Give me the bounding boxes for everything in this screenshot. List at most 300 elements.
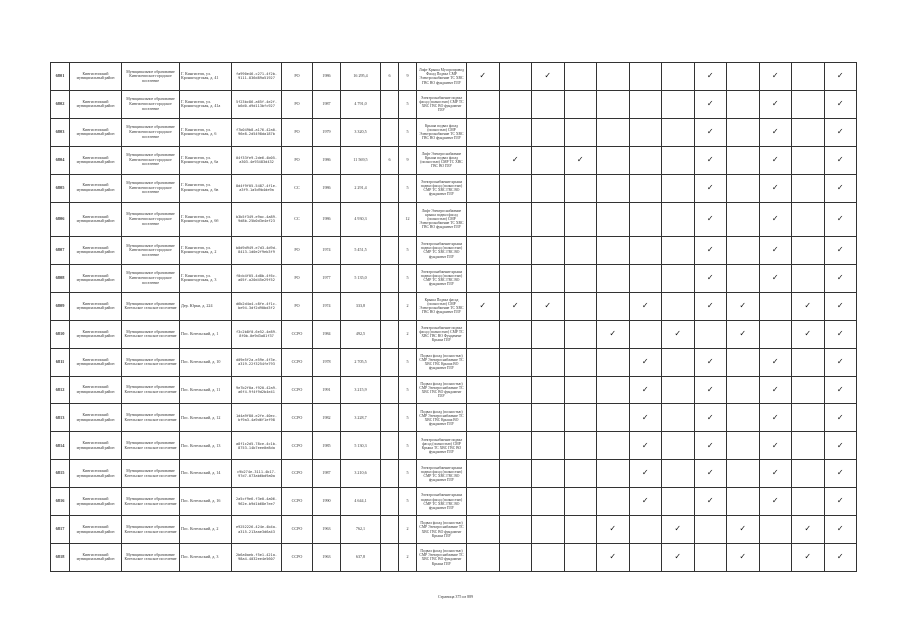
- table-row: [51, 202, 857, 236]
- works-list-cell: Подвал фасад (полностью) СМР Электроснабжение ТС ХВС ГВС ВО фундамент Крыша ПЗУ: [417, 516, 467, 544]
- work-check-cell: [759, 146, 792, 174]
- work-check-cell: [759, 348, 792, 376]
- work-check-cell: [824, 404, 857, 432]
- build-year-cell: 1982: [313, 404, 341, 432]
- check-mark-icon: ✓: [771, 412, 779, 422]
- work-check-cell: [792, 63, 825, 91]
- check-mark-icon: ✓: [641, 412, 649, 422]
- work-check-cell: [694, 376, 727, 404]
- floors-cell: 2: [399, 292, 417, 320]
- floors-cell: 5: [399, 460, 417, 488]
- house-id-cell: 8d4f9f05-5487-4f1e-a3f9-1a5d9b4de9a: [232, 174, 282, 202]
- lift-count-cell: [381, 516, 399, 544]
- check-mark-icon: ✓: [576, 154, 584, 164]
- district-cell: Кингисеппский муниципальный район: [70, 432, 122, 460]
- table-row: [51, 237, 857, 265]
- work-check-cell: [662, 90, 695, 118]
- check-mark-icon: ✓: [771, 182, 779, 192]
- table-row: [51, 376, 857, 404]
- work-check-cell: [662, 460, 695, 488]
- check-mark-icon: ✓: [836, 524, 844, 534]
- table-row: [51, 118, 857, 146]
- work-check-cell: [499, 146, 532, 174]
- work-check-cell: [564, 174, 597, 202]
- area-cell: 3 228,7: [341, 404, 381, 432]
- work-check-cell: [824, 118, 857, 146]
- check-mark-icon: ✓: [771, 384, 779, 394]
- check-mark-icon: ✓: [836, 126, 844, 136]
- work-check-cell: [499, 63, 532, 91]
- check-mark-icon: ✓: [836, 328, 844, 338]
- table-row: [51, 174, 857, 202]
- check-mark-icon: ✓: [836, 300, 844, 310]
- check-mark-icon: ✓: [771, 273, 779, 283]
- work-check-cell: [597, 292, 630, 320]
- work-check-cell: [629, 292, 662, 320]
- work-check-cell: [759, 237, 792, 265]
- work-check-cell: [759, 118, 792, 146]
- works-list-cell: Лифт Электроснабжение крыша подвал фасад (полностью) СМР Электроснабжение ТС ХВС ГВС ВО фундамент ПЗУ: [417, 202, 467, 236]
- work-check-cell: [597, 404, 630, 432]
- address-cell: Пос. Котельский, д. 10: [180, 348, 232, 376]
- check-mark-icon: ✓: [706, 154, 714, 164]
- row-number: 6809: [51, 292, 70, 320]
- work-check-cell: [532, 292, 565, 320]
- table-row: [51, 90, 857, 118]
- floors-cell: 2: [399, 320, 417, 348]
- work-check-cell: [792, 174, 825, 202]
- work-check-cell: [564, 516, 597, 544]
- check-mark-icon: ✓: [706, 71, 714, 81]
- municipality-cell: Муниципальное образование Котельское сельское поселение: [122, 348, 180, 376]
- row-number: 6804: [51, 146, 70, 174]
- wall-type-cell: PO: [282, 90, 313, 118]
- work-check-cell: [564, 404, 597, 432]
- work-check-cell: [792, 90, 825, 118]
- work-check-cell: [564, 320, 597, 348]
- work-check-cell: [759, 404, 792, 432]
- check-mark-icon: ✓: [771, 440, 779, 450]
- work-check-cell: [727, 516, 760, 544]
- work-check-cell: [564, 90, 597, 118]
- work-check-cell: [597, 543, 630, 571]
- work-check-cell: [824, 432, 857, 460]
- house-id-cell: fa990e46-c271-4f2b-9111-836d89a51927: [232, 63, 282, 91]
- work-check-cell: [597, 90, 630, 118]
- works-list-cell: Подвал фасад (полностью) СМР Электроснабжение ТС ХВС ГВС ВО фундамент Крыша ПЗУ: [417, 543, 467, 571]
- row-number: 6817: [51, 516, 70, 544]
- address-cell: Г. Кингисепп, ул. Кронштадтская, д. 6: [180, 118, 232, 146]
- lift-count-cell: [381, 237, 399, 265]
- floors-cell: 5: [399, 488, 417, 516]
- municipality-cell: Муниципальное образование Котельское сельское поселение: [122, 543, 180, 571]
- district-cell: Кингисеппский муниципальный район: [70, 174, 122, 202]
- work-check-cell: [759, 90, 792, 118]
- work-check-cell: [532, 543, 565, 571]
- municipality-cell: Муниципальное образование Котельское сельское поселение: [122, 432, 180, 460]
- work-check-cell: [629, 90, 662, 118]
- floors-cell: 2: [399, 543, 417, 571]
- work-check-cell: [824, 488, 857, 516]
- lift-count-cell: [381, 404, 399, 432]
- wall-type-cell: PO: [282, 146, 313, 174]
- table-row: [51, 264, 857, 292]
- check-mark-icon: ✓: [706, 412, 714, 422]
- work-check-cell: [727, 118, 760, 146]
- lift-count-cell: [381, 90, 399, 118]
- floors-cell: 5: [399, 404, 417, 432]
- address-cell: Г. Кингисепп, ул. Кронштадтская, д. 6а: [180, 146, 232, 174]
- area-cell: 5 451,5: [341, 237, 381, 265]
- check-mark-icon: ✓: [706, 273, 714, 283]
- house-id-cell: 9e7b2f0a-f920-42a9-a6f4-9f4f9d2b4e41: [232, 376, 282, 404]
- work-check-cell: [467, 320, 500, 348]
- check-mark-icon: ✓: [674, 328, 682, 338]
- check-mark-icon: ✓: [706, 99, 714, 109]
- build-year-cell: 1984: [313, 320, 341, 348]
- check-mark-icon: ✓: [706, 356, 714, 366]
- work-check-cell: [499, 460, 532, 488]
- work-check-cell: [662, 174, 695, 202]
- wall-type-cell: СС: [282, 174, 313, 202]
- address-cell: Г. Кингисепп, ул. Кронштадтская, д. 3: [180, 264, 232, 292]
- work-check-cell: [824, 146, 857, 174]
- work-check-cell: [597, 118, 630, 146]
- work-check-cell: [467, 174, 500, 202]
- municipality-cell: Муниципальное образование Кингисеппское городское поселение: [122, 174, 180, 202]
- work-check-cell: [597, 146, 630, 174]
- check-mark-icon: ✓: [641, 468, 649, 478]
- row-number: 6814: [51, 432, 70, 460]
- work-check-cell: [597, 264, 630, 292]
- work-check-cell: [792, 432, 825, 460]
- work-check-cell: [467, 202, 500, 236]
- work-check-cell: [727, 146, 760, 174]
- table-row: [51, 404, 857, 432]
- work-check-cell: [694, 264, 727, 292]
- check-mark-icon: ✓: [609, 524, 617, 534]
- check-mark-icon: ✓: [641, 300, 649, 310]
- work-check-cell: [597, 516, 630, 544]
- work-check-cell: [597, 348, 630, 376]
- work-check-cell: [694, 146, 727, 174]
- build-year-cell: 1986: [313, 174, 341, 202]
- work-check-cell: [564, 63, 597, 91]
- work-check-cell: [662, 320, 695, 348]
- check-mark-icon: ✓: [771, 99, 779, 109]
- work-check-cell: [532, 146, 565, 174]
- work-check-cell: [629, 174, 662, 202]
- area-cell: 3 320,5: [341, 118, 381, 146]
- work-check-cell: [499, 404, 532, 432]
- check-mark-icon: ✓: [836, 440, 844, 450]
- row-number: 6810: [51, 320, 70, 348]
- work-check-cell: [532, 118, 565, 146]
- work-check-cell: [694, 63, 727, 91]
- district-cell: Кингисеппский муниципальный район: [70, 264, 122, 292]
- work-check-cell: [467, 118, 500, 146]
- work-check-cell: [597, 174, 630, 202]
- check-mark-icon: ✓: [479, 300, 487, 310]
- table-row: [51, 516, 857, 544]
- work-check-cell: [759, 516, 792, 544]
- works-list-cell: Лифт Крыша Мусоропровод Фасад Подвал СМР Электроснабжение ТС ХВС ГВС ВО фундамент ПЗУ: [417, 63, 467, 91]
- work-check-cell: [727, 90, 760, 118]
- work-check-cell: [824, 460, 857, 488]
- district-cell: Кингисеппский муниципальный район: [70, 292, 122, 320]
- check-mark-icon: ✓: [836, 496, 844, 506]
- work-check-cell: [792, 516, 825, 544]
- work-check-cell: [727, 348, 760, 376]
- row-number: 6811: [51, 348, 70, 376]
- check-mark-icon: ✓: [836, 99, 844, 109]
- work-check-cell: [759, 202, 792, 236]
- work-check-cell: [727, 292, 760, 320]
- work-check-cell: [759, 292, 792, 320]
- check-mark-icon: ✓: [706, 182, 714, 192]
- work-check-cell: [499, 348, 532, 376]
- build-year-cell: 1991: [313, 376, 341, 404]
- area-cell: 2 705,5: [341, 348, 381, 376]
- municipality-cell: Муниципальное образование Котельское сельское поселение: [122, 376, 180, 404]
- check-mark-icon: ✓: [739, 552, 747, 562]
- build-year-cell: 1987: [313, 460, 341, 488]
- lift-count-cell: [381, 174, 399, 202]
- check-mark-icon: ✓: [641, 496, 649, 506]
- work-check-cell: [662, 432, 695, 460]
- work-check-cell: [759, 376, 792, 404]
- work-check-cell: [727, 63, 760, 91]
- work-check-cell: [824, 264, 857, 292]
- house-id-cell: c9b274e-3111-4b17-97d7-073ab6bd9a0a: [232, 460, 282, 488]
- check-mark-icon: ✓: [836, 552, 844, 562]
- work-check-cell: [824, 237, 857, 265]
- work-check-cell: [467, 292, 500, 320]
- check-mark-icon: ✓: [511, 154, 519, 164]
- work-check-cell: [662, 202, 695, 236]
- work-check-cell: [792, 348, 825, 376]
- work-check-cell: [629, 264, 662, 292]
- floors-cell: 5: [399, 237, 417, 265]
- check-mark-icon: ✓: [836, 468, 844, 478]
- work-check-cell: [824, 174, 857, 202]
- area-cell: 11 569,5: [341, 146, 381, 174]
- work-check-cell: [564, 118, 597, 146]
- work-check-cell: [629, 376, 662, 404]
- lift-count-cell: [381, 264, 399, 292]
- work-check-cell: [694, 516, 727, 544]
- work-check-cell: [597, 432, 630, 460]
- row-number: 6803: [51, 118, 70, 146]
- works-list-cell: Подвал фасад (полностью) СМР Электроснабжение ТС ХВС ГВС Крыша ВО фундамент ПЗУ: [417, 404, 467, 432]
- check-mark-icon: ✓: [511, 300, 519, 310]
- house-id-cell: 1d4a9f80-e2fe-40ec-bf9a3-4a9d6f1ef98: [232, 404, 282, 432]
- check-mark-icon: ✓: [804, 552, 812, 562]
- work-check-cell: [532, 202, 565, 236]
- work-check-cell: [694, 237, 727, 265]
- house-id-cell: d6b2d4a4-c8fe-4f1c-be94-3df2d90bd3f2: [232, 292, 282, 320]
- municipality-cell: Муниципальное образование Кингисеппское городское поселение: [122, 63, 180, 91]
- area-cell: 4 791,0: [341, 90, 381, 118]
- address-cell: Г. Кингисепп, ул. Кронштадтская, д. 41: [180, 63, 232, 91]
- work-check-cell: [532, 348, 565, 376]
- work-check-cell: [564, 460, 597, 488]
- work-check-cell: [694, 460, 727, 488]
- work-check-cell: [629, 488, 662, 516]
- floors-cell: 5: [399, 432, 417, 460]
- work-check-cell: [727, 237, 760, 265]
- work-check-cell: [499, 202, 532, 236]
- work-check-cell: [499, 174, 532, 202]
- house-id-cell: 04f33fe9-2de6-4b05-a303-4e93483d432: [232, 146, 282, 174]
- build-year-cell: 1990: [313, 488, 341, 516]
- row-number: 6816: [51, 488, 70, 516]
- works-list-cell: Электроснабжение крыша подвал фасад (полностью) СМР ТС ХВС ГВС ВО фундамент ПЗУ: [417, 488, 467, 516]
- work-check-cell: [792, 488, 825, 516]
- work-check-cell: [499, 516, 532, 544]
- address-cell: Г. Кингисепп, ул. Кронштадтская, д. 41а: [180, 90, 232, 118]
- work-check-cell: [597, 202, 630, 236]
- work-check-cell: [824, 63, 857, 91]
- work-check-cell: [532, 376, 565, 404]
- work-check-cell: [792, 146, 825, 174]
- municipality-cell: Муниципальное образование Котельское сельское поселение: [122, 292, 180, 320]
- area-cell: 4 644,1: [341, 488, 381, 516]
- wall-type-cell: PO: [282, 264, 313, 292]
- work-check-cell: [694, 90, 727, 118]
- table-row: [51, 488, 857, 516]
- work-check-cell: [824, 516, 857, 544]
- address-cell: Дер. Юрки, д. 224: [180, 292, 232, 320]
- work-check-cell: [694, 348, 727, 376]
- check-mark-icon: ✓: [641, 356, 649, 366]
- row-number: 6815: [51, 460, 70, 488]
- work-check-cell: [564, 264, 597, 292]
- address-cell: Г. Кингисепп, ул. Кронштадтская, д. 6б: [180, 202, 232, 236]
- lift-count-cell: [381, 460, 399, 488]
- work-check-cell: [662, 146, 695, 174]
- district-cell: Кингисеппский муниципальный район: [70, 543, 122, 571]
- build-year-cell: 1974: [313, 237, 341, 265]
- work-check-cell: [499, 376, 532, 404]
- work-check-cell: [694, 202, 727, 236]
- register-sheet: [50, 62, 857, 572]
- work-check-cell: [662, 264, 695, 292]
- work-check-cell: [727, 320, 760, 348]
- table-row: [51, 543, 857, 571]
- check-mark-icon: ✓: [771, 468, 779, 478]
- district-cell: Кингисеппский муниципальный район: [70, 488, 122, 516]
- table-row: [51, 292, 857, 320]
- work-check-cell: [499, 320, 532, 348]
- works-list-cell: Электроснабжение крыша подвал фасад (полностью) СМР ТС ХВС ГВС ВО фундамент ПЗУ: [417, 174, 467, 202]
- district-cell: Кингисеппский муниципальный район: [70, 348, 122, 376]
- work-check-cell: [467, 404, 500, 432]
- work-check-cell: [564, 202, 597, 236]
- work-check-cell: [499, 543, 532, 571]
- house-id-cell: d09e5f2a-e59e-4f3e-a319-22f3254fe793: [232, 348, 282, 376]
- table-row: [51, 432, 857, 460]
- district-cell: Кингисеппский муниципальный район: [70, 460, 122, 488]
- row-number: 6808: [51, 264, 70, 292]
- lift-count-cell: [381, 320, 399, 348]
- floors-cell: 5: [399, 90, 417, 118]
- house-id-cell: a8f1c2d5-78ce-4c1b-8753-14b7eee0e8da: [232, 432, 282, 460]
- work-check-cell: [629, 460, 662, 488]
- work-check-cell: [727, 202, 760, 236]
- check-mark-icon: ✓: [804, 300, 812, 310]
- check-mark-icon: ✓: [674, 552, 682, 562]
- work-check-cell: [662, 516, 695, 544]
- work-check-cell: [759, 543, 792, 571]
- check-mark-icon: ✓: [706, 496, 714, 506]
- district-cell: Кингисеппский муниципальный район: [70, 404, 122, 432]
- lift-count-cell: 6: [381, 146, 399, 174]
- row-number: 6818: [51, 543, 70, 571]
- work-check-cell: [727, 404, 760, 432]
- work-check-cell: [564, 348, 597, 376]
- check-mark-icon: ✓: [836, 245, 844, 255]
- house-id-cell: e9252226-424e-4b4a-a315-213aae3d6a43: [232, 516, 282, 544]
- check-mark-icon: ✓: [739, 300, 747, 310]
- address-cell: Пос. Котельский, д. 14: [180, 460, 232, 488]
- work-check-cell: [727, 376, 760, 404]
- check-mark-icon: ✓: [836, 182, 844, 192]
- check-mark-icon: ✓: [739, 328, 747, 338]
- work-check-cell: [532, 237, 565, 265]
- work-check-cell: [629, 432, 662, 460]
- work-check-cell: [499, 292, 532, 320]
- work-check-cell: [629, 63, 662, 91]
- build-year-cell: 1978: [313, 348, 341, 376]
- address-cell: Г. Кингисепп, ул. Кронштадтская, д. 6в: [180, 174, 232, 202]
- lift-count-cell: [381, 118, 399, 146]
- municipality-cell: Муниципальное образование Кингисеппское городское поселение: [122, 118, 180, 146]
- work-check-cell: [727, 543, 760, 571]
- work-check-cell: [532, 404, 565, 432]
- build-year-cell: 1979: [313, 118, 341, 146]
- area-cell: 333,8: [341, 292, 381, 320]
- municipality-cell: Муниципальное образование Кингисеппское городское поселение: [122, 90, 180, 118]
- work-check-cell: [564, 376, 597, 404]
- check-mark-icon: ✓: [771, 496, 779, 506]
- municipality-cell: Муниципальное образование Котельское сельское поселение: [122, 516, 180, 544]
- work-check-cell: [629, 516, 662, 544]
- works-list-cell: Подвал фасад (полностью) СМР Электроснабжение ТС ХВС ГВС ВО фундамент ПЗУ: [417, 376, 467, 404]
- house-id-cell: f3c2b8f0-6e52-4e89-8f0b-0e9d3a81f37: [232, 320, 282, 348]
- work-check-cell: [759, 460, 792, 488]
- work-check-cell: [727, 174, 760, 202]
- check-mark-icon: ✓: [706, 245, 714, 255]
- area-cell: 637,8: [341, 543, 381, 571]
- build-year-cell: 1974: [313, 292, 341, 320]
- municipality-cell: Муниципальное образование Котельское сельское поселение: [122, 460, 180, 488]
- work-check-cell: [597, 460, 630, 488]
- work-check-cell: [532, 174, 565, 202]
- house-id-cell: 2b6a0aeb-f5e1-421a-98a4-4032ee4e5607: [232, 543, 282, 571]
- district-cell: Кингисеппский муниципальный район: [70, 63, 122, 91]
- check-mark-icon: ✓: [836, 71, 844, 81]
- work-check-cell: [629, 202, 662, 236]
- check-mark-icon: ✓: [836, 384, 844, 394]
- work-check-cell: [564, 237, 597, 265]
- table-row: [51, 348, 857, 376]
- work-check-cell: [792, 460, 825, 488]
- wall-type-cell: ССРО: [282, 320, 313, 348]
- works-list-cell: Крыша Подвал фасад (полностью) СМР Электроснабжение ТС ХВС ГВС ВО фундамент ПЗУ: [417, 292, 467, 320]
- work-check-cell: [564, 543, 597, 571]
- floors-cell: 5: [399, 264, 417, 292]
